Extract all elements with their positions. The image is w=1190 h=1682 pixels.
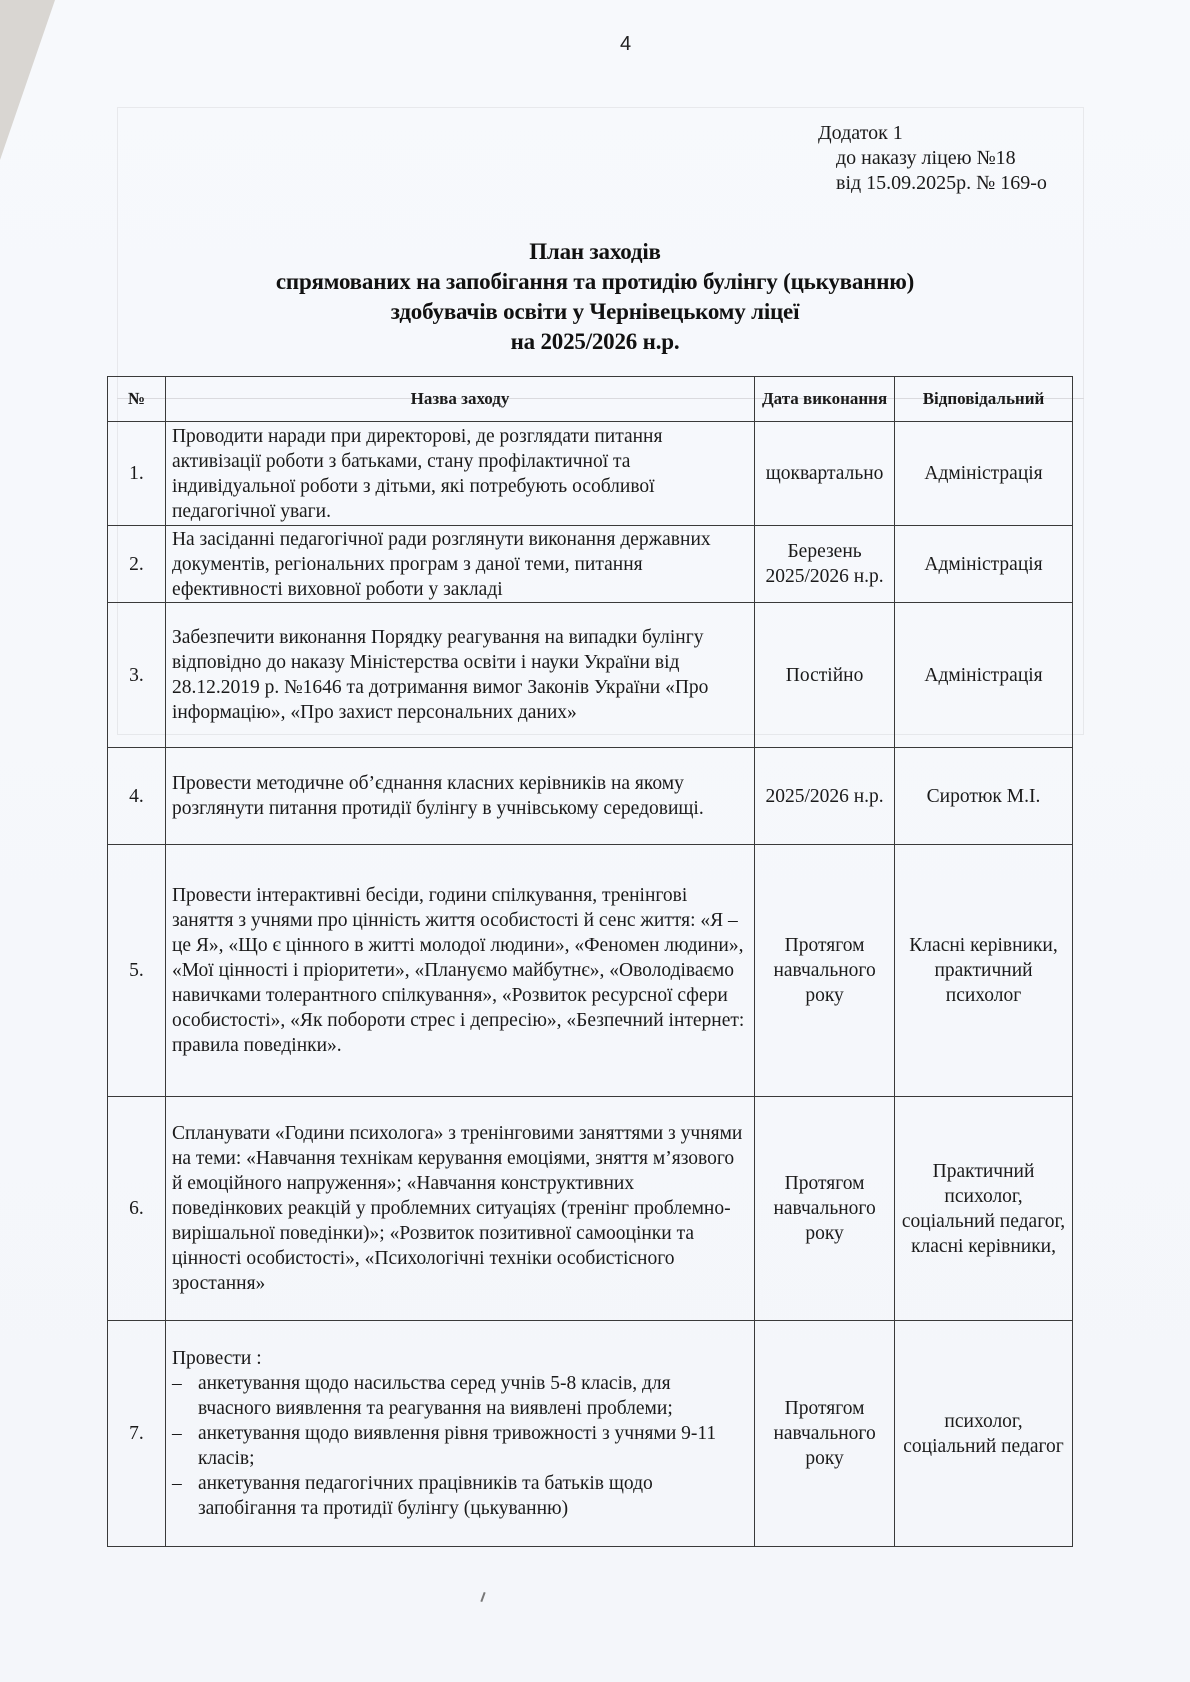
row-number: 7.: [108, 1321, 166, 1547]
row-number: 3.: [108, 603, 166, 748]
row-measure: Провести методичне об’єднання класних керівників на якому розглянути питання протидії булінгу в учнівському середовищі.: [165, 748, 754, 845]
row-date: щоквартально: [755, 422, 895, 526]
title-line-1: План заходів: [529, 239, 661, 264]
folded-corner: [0, 0, 55, 160]
appendix-order-ref: до наказу ліцею №18: [836, 147, 1016, 169]
measure-subitem: – анкетування педагогічних працівників та батьків щодо запобігання та протидії булінгу (цькуванню): [172, 1471, 748, 1521]
table-header-row: [108, 377, 1073, 422]
table-row: [108, 422, 1073, 526]
table-row: [108, 748, 1073, 845]
appendix-order-date: від 15.09.2025р. № 169-о: [836, 172, 1047, 194]
row-responsible: Адміністрація: [895, 422, 1073, 526]
appendix-reference: [818, 121, 1047, 196]
row-date: Постійно: [755, 603, 895, 748]
title-line-2: спрямованих на запобігання та протидію булінгу (цькуванню): [275, 269, 915, 294]
measure-intro: Провести :: [171, 1348, 262, 1369]
table-row: [108, 1321, 1073, 1547]
scan-speck: [480, 1592, 485, 1602]
row-measure: Спланувати «Години психолога» з тренінговими заняттями з учнями на теми: «Навчання технікам керування емоціями, зняття м’язового й емоційного напруження»; «Навчання конструктивних поведінкових реакцій у проблемних ситуаціях (тренінг проблемно-вирішальної поведінки)»; «Розвиток позитивної самооцінки та цінності особистості», «Психологічні техніки особистісного зростання»: [165, 1097, 754, 1321]
measure-subitem: – анкетування щодо виявлення рівня тривожності з учнями 9-11 класів;: [172, 1421, 748, 1471]
row-measure: Провести інтерактивні бесіди, години спілкування, тренінгові заняття з учнями про цінність життя особистості й сенс життя: «Я – це Я», «Що є цінного в житті молодої людини», «Феномен людини», «Мої цінності і пріоритети», «Плануємо майбутнє», «Оволодіваємо навичками толерантного спілкування», «Розвиток ресурсної сфери особистості», «Як побороти стрес і депресію», «Безпечний інтернет: правила поведінки».: [165, 845, 754, 1097]
title-line-4: на 2025/2026 н.р.: [510, 329, 680, 354]
row-measure: На засіданні педагогічної ради розглянути виконання державних документів, регіональних програм з даної теми, питання ефективності виховної роботи у закладі: [165, 526, 754, 603]
table-row: [108, 1097, 1073, 1321]
row-responsible: Класні керівники, практичний психолог: [895, 845, 1073, 1097]
row-date: Протягом навчального року: [755, 1097, 895, 1321]
table-row: [108, 603, 1073, 748]
table-row: [108, 526, 1073, 603]
row-measure: [165, 1321, 754, 1547]
appendix-label: Додаток 1: [818, 122, 903, 144]
measures-table: [107, 376, 1073, 1547]
row-responsible: Адміністрація: [895, 526, 1073, 603]
row-number: 5.: [108, 845, 166, 1097]
header-date: Дата виконання: [755, 377, 895, 422]
table-row: [108, 845, 1073, 1097]
row-date: 2025/2026 н.р.: [755, 748, 895, 845]
row-measure: Забезпечити виконання Порядку реагування на випадки булінгу відповідно до наказу Міністерства освіти і науки України від 28.12.2019 р. №1646 та дотримання вимог Законів України «Про інформацію», «Про захист персональних даних»: [165, 603, 754, 748]
measure-sublist: [172, 1371, 748, 1521]
row-responsible: Адміністрація: [895, 603, 1073, 748]
header-responsible: Відповідальний: [895, 377, 1073, 422]
row-date: Протягом навчального року: [755, 845, 895, 1097]
header-name: Назва заходу: [165, 377, 754, 422]
document-title: [150, 237, 1040, 357]
row-number: 4.: [108, 748, 166, 845]
row-number: 1.: [108, 422, 166, 526]
header-num: №: [108, 377, 166, 422]
measure-subitem: – анкетування щодо насильства серед учнів 5-8 класів, для вчасного виявлення та реагування на виявлені проблеми;: [172, 1371, 748, 1421]
row-date: Березень 2025/2026 н.р.: [755, 526, 895, 603]
row-responsible: психолог, соціальний педагог: [895, 1321, 1073, 1547]
row-date: Протягом навчального року: [755, 1321, 895, 1547]
page-number: 4: [620, 33, 632, 55]
title-line-3: здобувачів освіти у Чернівецькому ліцеї: [390, 299, 800, 324]
row-responsible: Сиротюк М.І.: [895, 748, 1073, 845]
row-measure: Проводити наради при директорові, де розглядати питання активізації роботи з батьками, стану профілактичної та індивідуальної роботи з дітьми, які потребують особливої педагогічної уваги.: [165, 422, 754, 526]
row-number: 2.: [108, 526, 166, 603]
row-responsible: Практичний психолог, соціальний педагог, класні керівники,: [895, 1097, 1073, 1321]
row-number: 6.: [108, 1097, 166, 1321]
